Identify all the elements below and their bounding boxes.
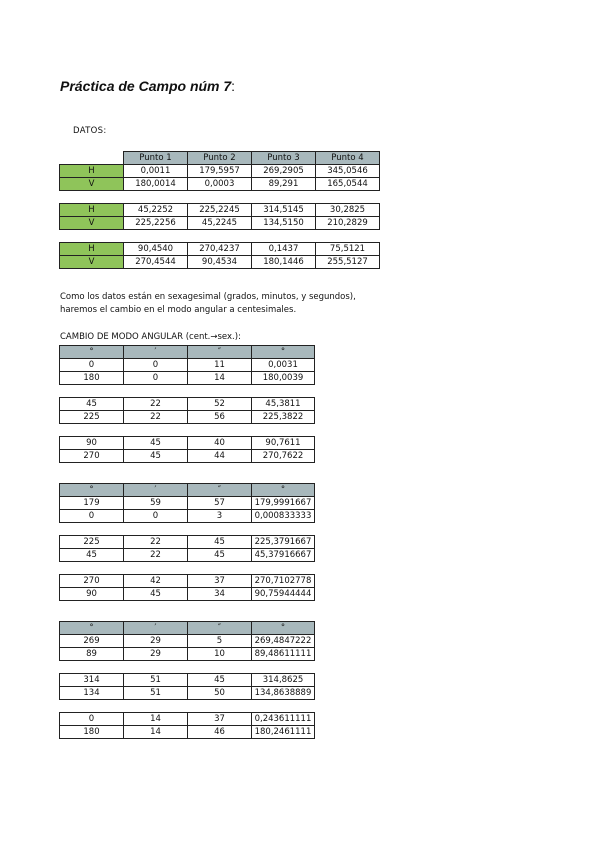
corner-cell bbox=[60, 152, 124, 165]
spacer-cell bbox=[188, 700, 252, 713]
spacer-row bbox=[60, 562, 315, 575]
spacer-cell bbox=[124, 661, 188, 674]
table-cell: 0 bbox=[60, 713, 124, 726]
spacer-cell bbox=[60, 700, 124, 713]
row-label: V bbox=[60, 256, 124, 269]
table-row bbox=[60, 588, 315, 601]
spacer-cell bbox=[188, 562, 252, 575]
spacer-row bbox=[60, 385, 315, 398]
table-cell: 180 bbox=[60, 372, 124, 385]
table-cell: 314,5145 bbox=[252, 204, 316, 217]
table-row bbox=[60, 648, 315, 661]
spacer-row bbox=[60, 700, 315, 713]
table-cell: 89,291 bbox=[252, 178, 316, 191]
table-cell: 270,4544 bbox=[124, 256, 188, 269]
table-row bbox=[60, 204, 380, 217]
spacer-row bbox=[60, 230, 380, 243]
table-cell: 45 bbox=[124, 588, 188, 601]
table-cell: 0 bbox=[124, 372, 188, 385]
spacer-cell bbox=[60, 191, 124, 204]
column-header: ° bbox=[252, 346, 315, 359]
spacer-cell bbox=[316, 230, 380, 243]
column-header: Punto 3 bbox=[252, 152, 316, 165]
table-cell: 30,2825 bbox=[316, 204, 380, 217]
table-row bbox=[60, 243, 380, 256]
table-cell: 0,0003 bbox=[188, 178, 252, 191]
spacer-cell bbox=[252, 424, 315, 437]
table-cell: 5 bbox=[188, 635, 252, 648]
table-row bbox=[60, 687, 315, 700]
table-row bbox=[60, 510, 315, 523]
row-label: H bbox=[60, 165, 124, 178]
table-cell: 44 bbox=[188, 450, 252, 463]
spacer-cell bbox=[252, 562, 315, 575]
table-cell: 90,7611 bbox=[252, 437, 315, 450]
table-row bbox=[60, 398, 315, 411]
spacer-cell bbox=[124, 191, 188, 204]
table-cell: 225,2256 bbox=[124, 217, 188, 230]
table-cell: 46 bbox=[188, 726, 252, 739]
spacer-cell bbox=[252, 385, 315, 398]
table-cell: 45 bbox=[124, 450, 188, 463]
table-cell: 56 bbox=[188, 411, 252, 424]
table-cell: 10 bbox=[188, 648, 252, 661]
spacer-cell bbox=[60, 562, 124, 575]
datos-label: DATOS: bbox=[73, 126, 107, 136]
table-cell: 45,2252 bbox=[124, 204, 188, 217]
spacer-cell bbox=[316, 191, 380, 204]
spacer-cell bbox=[124, 700, 188, 713]
table-cell: 225,3791667 bbox=[252, 536, 315, 549]
table-cell: 50 bbox=[188, 687, 252, 700]
table-row bbox=[60, 674, 315, 687]
column-header: Punto 1 bbox=[124, 152, 188, 165]
spacer-cell bbox=[124, 523, 188, 536]
table-cell: 45,37916667 bbox=[252, 549, 315, 562]
row-label: H bbox=[60, 204, 124, 217]
table-cell: 22 bbox=[124, 398, 188, 411]
table-cell: 22 bbox=[124, 411, 188, 424]
table-cell: 45 bbox=[188, 536, 252, 549]
table-row bbox=[60, 536, 315, 549]
column-header: ″ bbox=[188, 622, 252, 635]
column-header: ° bbox=[60, 346, 124, 359]
table-cell: 180,0014 bbox=[124, 178, 188, 191]
table-cell: 270 bbox=[60, 450, 124, 463]
table-cell: 34 bbox=[188, 588, 252, 601]
spacer-cell bbox=[60, 661, 124, 674]
spacer-row bbox=[60, 661, 315, 674]
table-cell: 225 bbox=[60, 411, 124, 424]
table-cell: 90,4540 bbox=[124, 243, 188, 256]
table-cell: 269 bbox=[60, 635, 124, 648]
column-header: ″ bbox=[188, 484, 252, 497]
table-cell: 51 bbox=[124, 687, 188, 700]
table-row bbox=[60, 575, 315, 588]
table-cell: 225,3822 bbox=[252, 411, 315, 424]
paragraph-line: Como los datos están en sexagesimal (grados, minutos, y segundos), bbox=[60, 292, 356, 302]
table-cell: 90,4534 bbox=[188, 256, 252, 269]
spacer-cell bbox=[124, 230, 188, 243]
table-cell: 0,0011 bbox=[124, 165, 188, 178]
page-title: Práctica de Campo núm 7: bbox=[60, 78, 236, 94]
column-header: ″ bbox=[188, 346, 252, 359]
spacer-cell bbox=[252, 700, 315, 713]
table-cell: 210,2829 bbox=[316, 217, 380, 230]
spacer-cell bbox=[188, 191, 252, 204]
table-cell: 57 bbox=[188, 497, 252, 510]
table-cell: 42 bbox=[124, 575, 188, 588]
table-cell: 45,2245 bbox=[188, 217, 252, 230]
spacer-cell bbox=[124, 424, 188, 437]
angular-table-2 bbox=[59, 483, 315, 601]
spacer-cell bbox=[188, 523, 252, 536]
spacer-cell bbox=[60, 230, 124, 243]
table-cell: 269,4847222 bbox=[252, 635, 315, 648]
table-cell: 75,5121 bbox=[316, 243, 380, 256]
table-row bbox=[60, 437, 315, 450]
table-cell: 0 bbox=[60, 510, 124, 523]
table-cell: 59 bbox=[124, 497, 188, 510]
header-row bbox=[60, 152, 380, 165]
table-cell: 45,3811 bbox=[252, 398, 315, 411]
table-cell: 90,75944444 bbox=[252, 588, 315, 601]
spacer-cell bbox=[188, 385, 252, 398]
spacer-cell bbox=[60, 523, 124, 536]
cambio-modo-title: CAMBIO DE MODO ANGULAR (cent.→sex.): bbox=[60, 332, 241, 342]
table-cell: 11 bbox=[188, 359, 252, 372]
column-header: ′ bbox=[124, 346, 188, 359]
table-row bbox=[60, 450, 315, 463]
header-row bbox=[60, 622, 315, 635]
table-cell: 45 bbox=[60, 549, 124, 562]
table-cell: 0,243611111 bbox=[252, 713, 315, 726]
table-cell: 45 bbox=[188, 674, 252, 687]
table-cell: 45 bbox=[188, 549, 252, 562]
column-header: ° bbox=[252, 484, 315, 497]
spacer-cell bbox=[252, 191, 316, 204]
table-cell: 29 bbox=[124, 648, 188, 661]
spacer-row bbox=[60, 424, 315, 437]
spacer-row bbox=[60, 523, 315, 536]
table-row bbox=[60, 359, 315, 372]
table-cell: 345,0546 bbox=[316, 165, 380, 178]
table-row bbox=[60, 372, 315, 385]
table-cell: 89 bbox=[60, 648, 124, 661]
spacer-cell bbox=[124, 562, 188, 575]
table-cell: 180,0039 bbox=[252, 372, 315, 385]
table-cell: 225,2245 bbox=[188, 204, 252, 217]
column-header: ′ bbox=[124, 622, 188, 635]
table-cell: 179,9991667 bbox=[252, 497, 315, 510]
table-cell: 314,8625 bbox=[252, 674, 315, 687]
table-row bbox=[60, 217, 380, 230]
table-cell: 314 bbox=[60, 674, 124, 687]
table-cell: 180 bbox=[60, 726, 124, 739]
table-cell: 134,8638889 bbox=[252, 687, 315, 700]
table-row bbox=[60, 411, 315, 424]
angular-table-3 bbox=[59, 621, 315, 739]
table-cell: 180,2461111 bbox=[252, 726, 315, 739]
column-header: ′ bbox=[124, 484, 188, 497]
datos-table bbox=[59, 151, 380, 269]
table-cell: 225 bbox=[60, 536, 124, 549]
column-header: Punto 4 bbox=[316, 152, 380, 165]
table-cell: 179,5957 bbox=[188, 165, 252, 178]
table-cell: 14 bbox=[124, 713, 188, 726]
spacer-cell bbox=[188, 661, 252, 674]
table-cell: 22 bbox=[124, 549, 188, 562]
table-cell: 22 bbox=[124, 536, 188, 549]
table-cell: 45 bbox=[60, 398, 124, 411]
table-cell: 37 bbox=[188, 713, 252, 726]
table-cell: 270,4237 bbox=[188, 243, 252, 256]
table-cell: 0 bbox=[124, 510, 188, 523]
spacer-cell bbox=[188, 424, 252, 437]
table-cell: 165,0544 bbox=[316, 178, 380, 191]
column-header: ° bbox=[60, 622, 124, 635]
table-row bbox=[60, 549, 315, 562]
table-row bbox=[60, 635, 315, 648]
table-row bbox=[60, 497, 315, 510]
table-cell: 180,1446 bbox=[252, 256, 316, 269]
column-header: ° bbox=[60, 484, 124, 497]
table-row bbox=[60, 165, 380, 178]
table-cell: 134,5150 bbox=[252, 217, 316, 230]
row-label: V bbox=[60, 217, 124, 230]
column-header: Punto 2 bbox=[188, 152, 252, 165]
table-cell: 40 bbox=[188, 437, 252, 450]
spacer-cell bbox=[124, 385, 188, 398]
table-row bbox=[60, 713, 315, 726]
table-cell: 0,1437 bbox=[252, 243, 316, 256]
spacer-cell bbox=[252, 230, 316, 243]
table-cell: 14 bbox=[124, 726, 188, 739]
spacer-cell bbox=[60, 385, 124, 398]
paragraph-line: haremos el cambio en el modo angular a centesimales. bbox=[60, 305, 297, 315]
header-row bbox=[60, 484, 315, 497]
header-row bbox=[60, 346, 315, 359]
table-cell: 89,48611111 bbox=[252, 648, 315, 661]
angular-table-1 bbox=[59, 345, 315, 463]
spacer-cell bbox=[188, 230, 252, 243]
table-cell: 29 bbox=[124, 635, 188, 648]
table-cell: 90 bbox=[60, 588, 124, 601]
table-row bbox=[60, 178, 380, 191]
row-label: V bbox=[60, 178, 124, 191]
table-cell: 270 bbox=[60, 575, 124, 588]
table-cell: 270,7102778 bbox=[252, 575, 315, 588]
spacer-cell bbox=[252, 661, 315, 674]
table-cell: 37 bbox=[188, 575, 252, 588]
table-cell: 3 bbox=[188, 510, 252, 523]
table-row bbox=[60, 256, 380, 269]
table-cell: 52 bbox=[188, 398, 252, 411]
table-cell: 270,7622 bbox=[252, 450, 315, 463]
spacer-cell bbox=[252, 523, 315, 536]
table-cell: 45 bbox=[124, 437, 188, 450]
table-cell: 0,000833333 bbox=[252, 510, 315, 523]
column-header: ° bbox=[252, 622, 315, 635]
table-cell: 0,0031 bbox=[252, 359, 315, 372]
table-cell: 269,2905 bbox=[252, 165, 316, 178]
table-cell: 179 bbox=[60, 497, 124, 510]
table-cell: 90 bbox=[60, 437, 124, 450]
table-cell: 255,5127 bbox=[316, 256, 380, 269]
table-cell: 14 bbox=[188, 372, 252, 385]
spacer-row bbox=[60, 191, 380, 204]
table-cell: 51 bbox=[124, 674, 188, 687]
table-cell: 134 bbox=[60, 687, 124, 700]
table-cell: 0 bbox=[124, 359, 188, 372]
explanation-paragraph bbox=[60, 291, 390, 317]
row-label: H bbox=[60, 243, 124, 256]
spacer-cell bbox=[60, 424, 124, 437]
table-cell: 0 bbox=[60, 359, 124, 372]
table-row bbox=[60, 726, 315, 739]
